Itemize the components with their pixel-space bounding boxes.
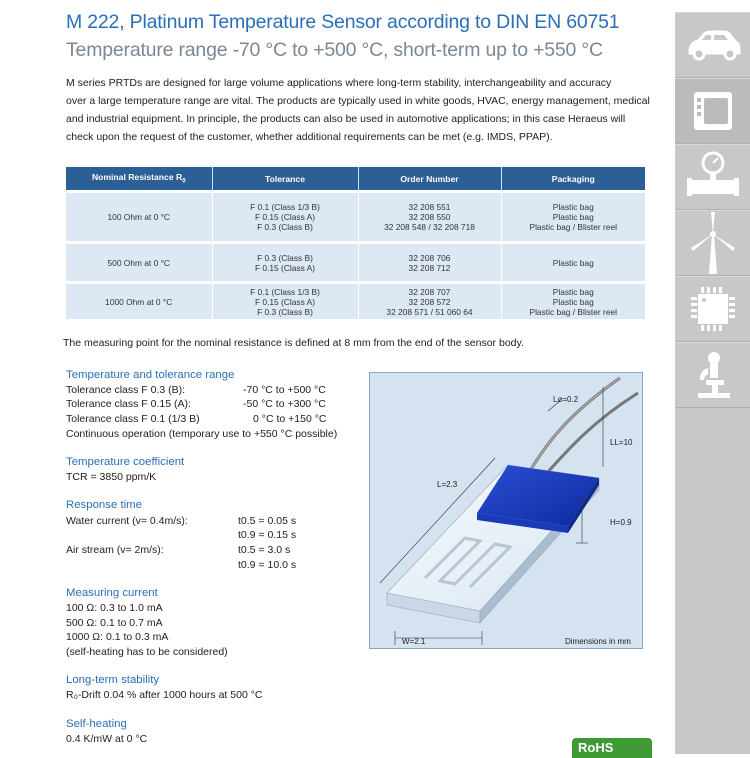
header-resistance: Nominal Resistance $R_0$	[66, 167, 212, 190]
spec-label: Tolerance class F 0.15 (A):	[66, 398, 191, 410]
sidebar-item-automotive[interactable]	[675, 12, 750, 78]
spec-value: t0.5 = 0.05 s	[238, 515, 297, 527]
spec-value: 0 °C to +150 °C	[253, 413, 327, 425]
sidebar-item-white-goods[interactable]	[675, 78, 750, 144]
spec-text: R₀-Drift 0.04 % after 1000 hours at 500 °C	[66, 689, 263, 701]
section-heading-coefficient: Temperature coefficient	[66, 456, 185, 468]
application-sidebar	[675, 12, 750, 754]
table-row	[66, 193, 645, 241]
spec-value: t0.9 = 10.0 s	[238, 559, 297, 571]
spec-value: t0.9 = 0.15 s	[238, 529, 297, 541]
dimension-height: H=0.9	[610, 518, 632, 527]
table-header-row	[66, 167, 645, 190]
intro-paragraph	[66, 74, 666, 146]
cell-packaging: Plastic bag	[501, 244, 645, 281]
section-heading-selfheating: Self-heating	[66, 718, 127, 730]
cell-tolerance: F 0.1 (Class 1/3 B) F 0.15 (Class A) F 0.3 (Class B)	[212, 193, 358, 241]
cell-order-number: 32 208 706 32 208 712	[358, 244, 501, 281]
spec-text: Continuous operation (temporary use to +550 °C possible)	[66, 428, 338, 440]
oven-icon	[691, 89, 735, 133]
spec-text: (self-heating has to be considered)	[66, 646, 228, 658]
wind-turbine-icon	[685, 212, 741, 274]
rohs-badge: RoHS	[572, 738, 652, 758]
sidebar-item-medical[interactable]	[675, 342, 750, 408]
section-heading-stability: Long-term stability	[66, 674, 160, 686]
page-subtitle: Temperature range -70 °C to +500 °C, short-term up to +550 °C	[66, 39, 603, 61]
cell-tolerance: F 0.1 (Class 1/3 B) F 0.15 (Class A) F 0.3 (Class B)	[212, 284, 358, 319]
intro-line: and industrial equipment. In principle, the products can also be used in automotive applications; in this case Heraeus will	[66, 113, 626, 125]
intro-line: M series PRTDs are designed for large volume applications where long-term stability, interchangeability and accuracy	[66, 77, 612, 89]
cell-resistance: 1000 Ohm at 0 °C	[66, 284, 212, 319]
spec-label: Tolerance class F 0.1 (1/3 B)	[66, 413, 200, 425]
spec-text: 500 Ω: 0.1 to 0.7 mA	[66, 617, 163, 629]
spec-text: 100 Ω: 0.3 to 1.0 mA	[66, 602, 163, 614]
spec-label: Water current (v= 0.4m/s):	[66, 515, 188, 527]
cell-resistance: 500 Ohm at 0 °C	[66, 244, 212, 281]
dimensions-unit-note: Dimensions in mm	[565, 637, 631, 646]
cell-order-number: 32 208 551 32 208 550 32 208 548 / 32 208 718	[358, 193, 501, 241]
cell-resistance: 100 Ohm at 0 °C	[66, 193, 212, 241]
section-heading-tolerance: Temperature and tolerance range	[66, 369, 235, 381]
spec-text: 0.4 K/mW at 0 °C	[66, 733, 148, 745]
table-row	[66, 244, 645, 281]
intro-line: check upon the request of the customer, whether additional requirements can be met (e.g. IMDS, PPAP).	[66, 131, 553, 143]
spec-value: -50 °C to +300 °C	[243, 398, 326, 410]
cell-packaging: Plastic bag Plastic bag Plastic bag / Blister reel	[501, 193, 645, 241]
header-order-number: Order Number	[358, 167, 501, 190]
spec-text: TCR = 3850 ppm/K	[66, 471, 157, 483]
measuring-point-note: The measuring point for the nominal resistance is defined at 8 mm from the end of the sensor body.	[63, 337, 524, 349]
section-heading-current: Measuring current	[66, 587, 158, 599]
car-icon	[684, 28, 742, 62]
header-packaging: Packaging	[501, 167, 645, 190]
dimension-lead-diameter: Lø=0.2	[553, 395, 579, 404]
sensor-drawing	[370, 373, 642, 648]
microscope-icon	[690, 350, 736, 400]
sidebar-item-energy[interactable]	[675, 210, 750, 276]
spec-value: -70 °C to +500 °C	[243, 384, 326, 396]
dimension-length: L=2.3	[437, 480, 458, 489]
spec-text: 1000 Ω: 0.1 to 0.3 mA	[66, 631, 169, 643]
table-row	[66, 284, 645, 319]
cell-tolerance: F 0.3 (Class B) F 0.15 (Class A)	[212, 244, 358, 281]
dimension-lead-length: LL=10	[610, 438, 633, 447]
cell-order-number: 32 208 707 32 208 572 32 208 571 / 51 060 64	[358, 284, 501, 319]
sensor-dimension-diagram	[369, 372, 643, 649]
sidebar-item-hvac[interactable]	[675, 144, 750, 210]
page-title: M 222, Platinum Temperature Sensor according to DIN EN 60751	[66, 11, 620, 33]
product-table	[66, 167, 645, 319]
spec-label: Air stream (v= 2m/s):	[66, 544, 164, 556]
chip-icon	[688, 284, 738, 334]
section-heading-response: Response time	[66, 499, 142, 511]
pressure-gauge-icon	[685, 151, 741, 203]
cell-packaging: Plastic bag Plastic bag Plastic bag / Blister reel	[501, 284, 645, 319]
spec-value: t0.5 = 3.0 s	[238, 544, 291, 556]
sidebar-item-electronics[interactable]	[675, 276, 750, 342]
header-tolerance: Tolerance	[212, 167, 358, 190]
dimension-width: W=2.1	[402, 637, 426, 646]
intro-line: over a large temperature range are vital. The products are typically used in white goods, HVAC, energy management, medical	[66, 95, 650, 107]
spec-label: Tolerance class F 0.3 (B):	[66, 384, 186, 396]
